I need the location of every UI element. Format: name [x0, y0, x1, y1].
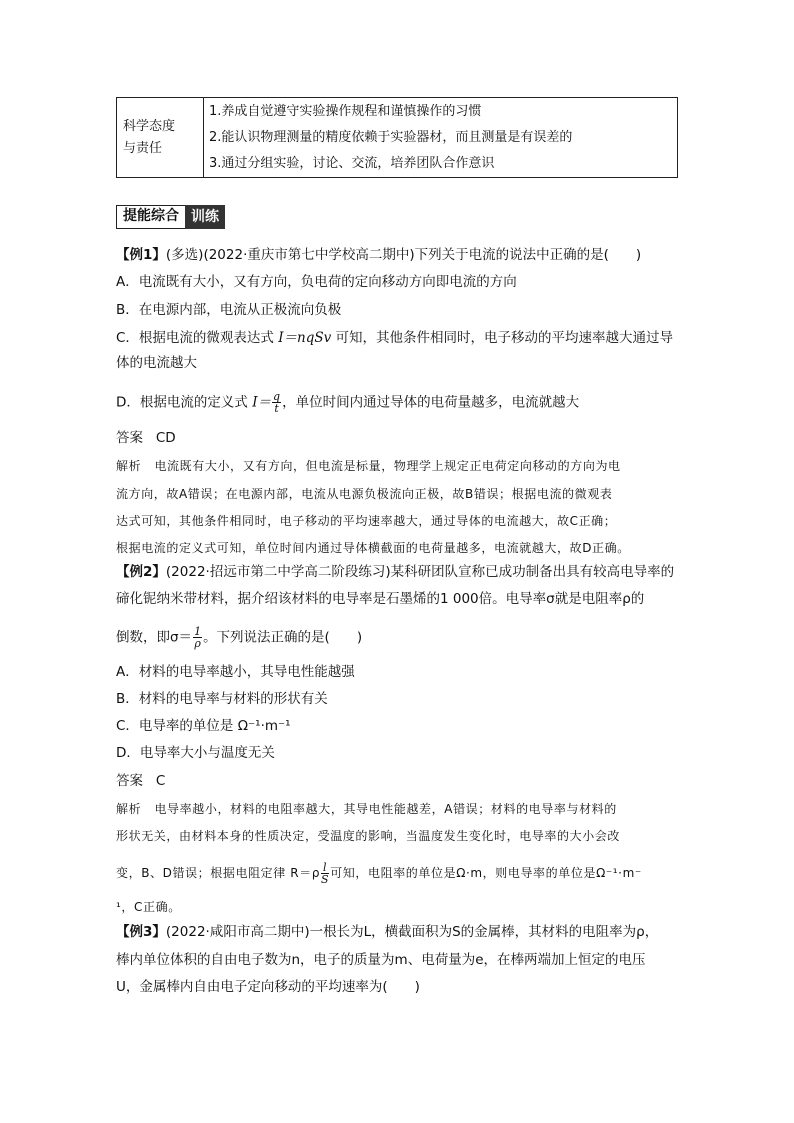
- analysis-text: 电流既有大小，又有方向，但电流是标量，物理学上规定正电荷定向移动的方向为电: [154, 459, 621, 473]
- category-cell: [117, 98, 204, 178]
- question-stem: [116, 922, 658, 942]
- objective-item: 2.能认识物理测量的精度依赖于实验器材，而且测量是有误差的: [209, 129, 573, 145]
- category-line: 与责任: [123, 140, 163, 156]
- formula: I＝: [252, 394, 272, 411]
- section-banner: [116, 205, 225, 229]
- option-c: C．电导率的单位是 Ω⁻¹·m⁻¹: [116, 718, 291, 734]
- objective-item: 1.养成自觉遵守实验操作规程和谨慎操作的习惯: [209, 103, 482, 119]
- analysis-line: ¹，C正确。: [116, 900, 181, 914]
- question-stem: [116, 562, 674, 582]
- stem-line: U，金属棒内自由电子定向移动的平均速率为( ): [116, 979, 420, 995]
- analysis-text: 电导率越小，材料的电阻率越大，其导电性能越差，A错误；材料的电导率与材料的: [154, 802, 617, 816]
- fraction: [272, 391, 281, 414]
- stem-text: (2022·招远市第二中学高二阶段练习)某科研团队宣称已成功制备出具有较高电导率的: [165, 564, 675, 580]
- text-run: D．根据电流的定义式: [116, 394, 253, 411]
- stem-line: 碲化铌纳米带材料，据介绍该材料的电导率是石墨烯的1 000倍。电导率σ就是电阻率ρ的: [116, 591, 645, 607]
- text-run: C．根据电流的微观表达式: [116, 330, 279, 346]
- denominator: ρ: [194, 637, 201, 650]
- stem-line: 棒内单位体积的自由电子数为n，电子的质量为m、电荷量为e，在棒两端加上恒定的电压: [116, 952, 646, 968]
- text-run: 。下列说法正确的是( ): [203, 629, 363, 646]
- answer-value: C: [155, 773, 166, 789]
- answer-label: 答案: [116, 430, 143, 446]
- numerator: l: [321, 862, 329, 874]
- answer-value: CD: [155, 430, 176, 446]
- denominator: S: [321, 873, 330, 886]
- denominator: t: [274, 402, 279, 415]
- text-run: 变，B、D错误；根据电阻定律 R＝ρ: [116, 866, 321, 880]
- objectives-cell: [204, 98, 678, 178]
- option-c-continued: 体的电流越大: [116, 355, 197, 371]
- analysis-label: 解析: [116, 459, 142, 473]
- stem-text: (2022·咸阳市高二期中)一根长为L，横截面积为S的金属棒，其材料的电阻率为ρ，: [165, 924, 659, 940]
- text-run: ，单位时间内通过导体的电荷量越多，电流就越大: [282, 394, 580, 411]
- banner-right: 训练: [185, 205, 225, 229]
- option-c: [116, 328, 673, 348]
- numerator: 1: [194, 625, 202, 638]
- stem-line: [116, 626, 362, 649]
- objective-item: 3.通过分组实验，讨论、交流，培养团队合作意识: [209, 155, 495, 171]
- answer-label: 答案: [116, 773, 143, 789]
- text-run: 可知，电阻率的单位是Ω·m，则电导率的单位是Ω⁻¹·m⁻: [330, 866, 642, 880]
- fraction: [321, 862, 329, 885]
- option-a: A．材料的电导率越小，其导电性能越强: [116, 664, 355, 680]
- option-d: [116, 391, 579, 414]
- analysis-line: 形状无关，由材料本身的性质决定，受温度的影响，当温度发生变化时，电导率的大小会改: [116, 829, 621, 843]
- numerator: q: [273, 390, 281, 403]
- analysis-line: [116, 456, 621, 476]
- fraction: [193, 626, 202, 649]
- analysis-line: 根据电流的定义式可知，单位时间内通过导体横截面的电荷量越多，电流就越大，故D正确。: [116, 541, 630, 555]
- text-run: 倒数，即σ＝: [116, 629, 193, 646]
- question-tag: 【例1】: [116, 247, 166, 263]
- banner-left: 提能综合: [116, 205, 185, 229]
- option-b: B．材料的电导率与材料的形状有关: [116, 691, 328, 707]
- question-tag: 【例2】: [116, 564, 166, 580]
- category-line: 科学态度: [123, 118, 176, 134]
- formula: I＝nqSv: [278, 330, 332, 346]
- analysis-line: [116, 799, 617, 819]
- option-b: B．在电源内部，电流从正极流向负极: [116, 302, 342, 318]
- analysis-line: [116, 862, 642, 885]
- answer-line: [116, 771, 165, 791]
- option-d: D．电导率大小与温度无关: [116, 745, 275, 761]
- question-tag: 【例3】: [116, 924, 166, 940]
- question-stem: [116, 245, 641, 265]
- answer-line: [116, 428, 176, 448]
- stem-text: (多选)(2022·重庆市第七中学校高二期中)下列关于电流的说法中正确的是( ): [165, 247, 642, 263]
- option-a: A．电流既有大小，又有方向，负电荷的定向移动方向即电流的方向: [116, 274, 517, 290]
- analysis-line: 达式可知，其他条件相同时，电子移动的平均速率越大，通过导体的电流越大，故C正确；: [116, 514, 617, 528]
- analysis-line: 流方向，故A错误；在电源内部，电流从电源负极流向正极，故B错误；根据电流的微观表: [116, 487, 613, 501]
- analysis-label: 解析: [116, 802, 142, 816]
- objectives-table: [116, 97, 678, 178]
- text-run: 可知，其他条件相同时，电子移动的平均速率越大通过导: [331, 330, 674, 346]
